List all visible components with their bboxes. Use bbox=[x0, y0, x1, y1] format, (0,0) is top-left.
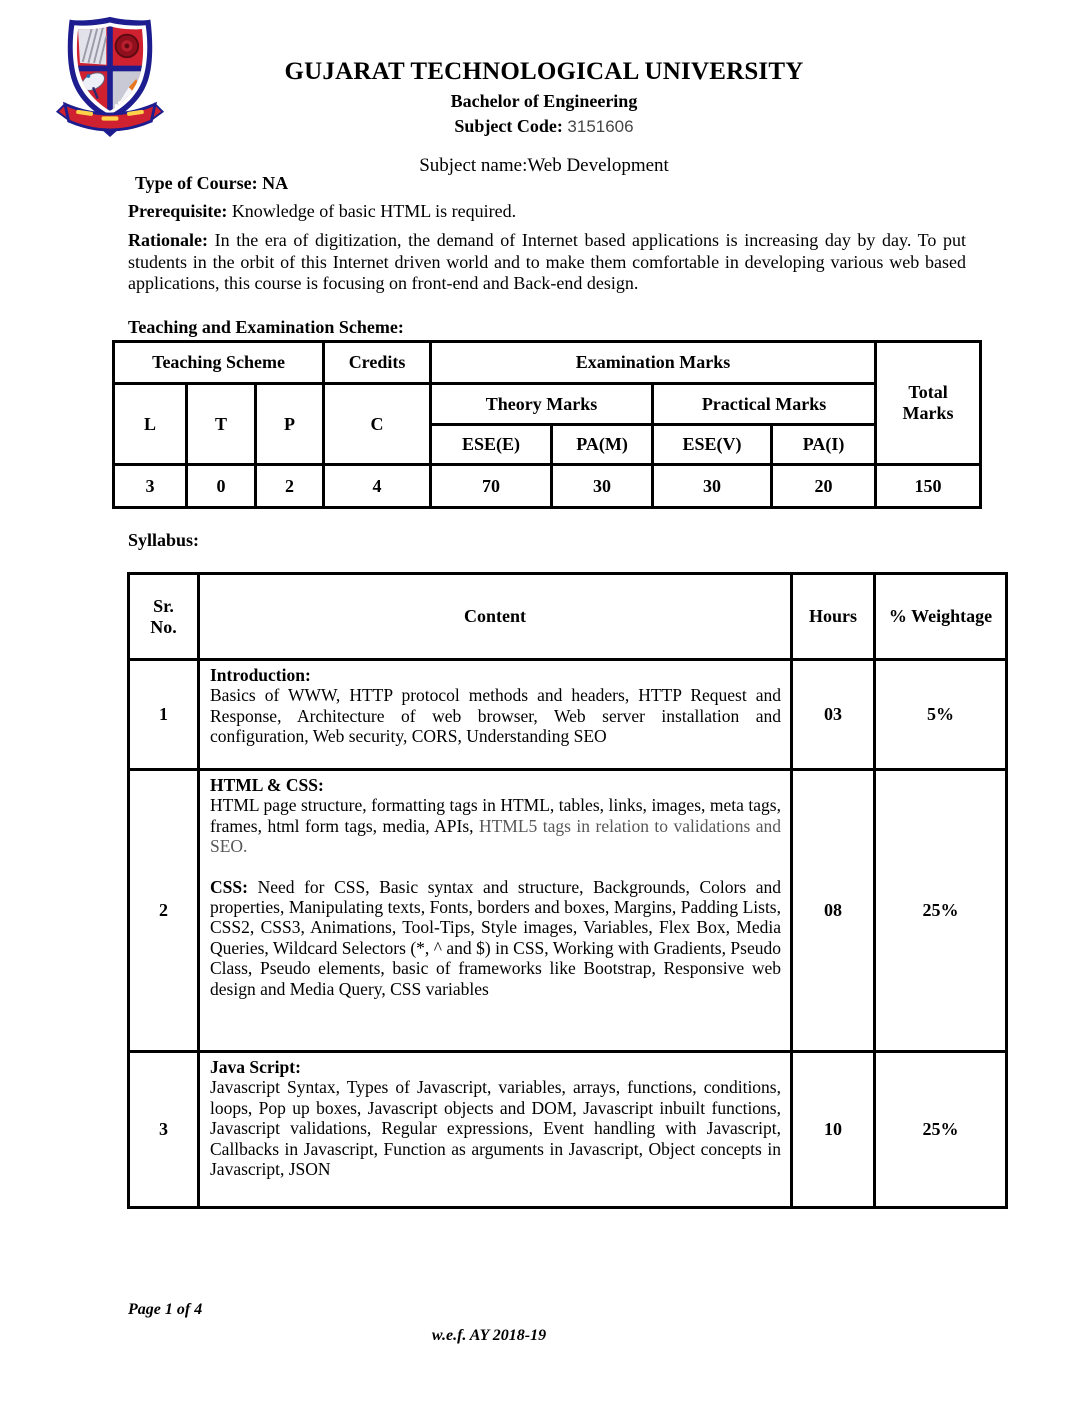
header-ese-v: ESE(V) bbox=[653, 425, 772, 465]
prerequisite-text: Knowledge of basic HTML is required. bbox=[231, 201, 517, 221]
row-weightage: 25% bbox=[875, 1052, 1007, 1208]
header-l: L bbox=[114, 384, 187, 465]
value-p: 2 bbox=[256, 465, 324, 508]
header-examination-marks: Examination Marks bbox=[431, 342, 876, 384]
row-hours: 08 bbox=[792, 770, 875, 1052]
value-ese-v: 30 bbox=[653, 465, 772, 508]
header-teaching-scheme: Teaching Scheme bbox=[114, 342, 324, 384]
value-c: 4 bbox=[324, 465, 431, 508]
page-number: Page 1 of 4 bbox=[128, 1301, 203, 1318]
header-t: T bbox=[187, 384, 256, 465]
exam-scheme-table bbox=[112, 340, 982, 509]
row-hours: 03 bbox=[792, 660, 875, 770]
syllabus-header-weightage: % Weightage bbox=[875, 574, 1007, 660]
prerequisite-paragraph bbox=[128, 201, 964, 222]
header-ese-e: ESE(E) bbox=[431, 425, 552, 465]
subject-code-label: Subject Code: bbox=[454, 116, 563, 136]
type-of-course-label: Type of Course: bbox=[135, 173, 258, 193]
rationale-text: In the era of digitization, the demand of Internet based applications is increasing day by day. To put students in the orbit of this Internet driven world and to make them comfortable in developing various web based applications, this course is focusing on front-end and Back-end design. bbox=[128, 230, 966, 293]
subject-code-line bbox=[0, 116, 1088, 137]
effective-date: w.e.f. AY 2018-19 bbox=[431, 1327, 547, 1344]
degree-title: Bachelor of Engineering bbox=[450, 91, 638, 111]
exam-scheme-title: Teaching and Examination Scheme: bbox=[128, 317, 404, 337]
value-l: 3 bbox=[114, 465, 187, 508]
exam-values-row bbox=[114, 465, 981, 508]
css-label: CSS: bbox=[210, 876, 248, 897]
header-total-marks: Total Marks bbox=[876, 342, 981, 465]
syllabus-header-content: Content bbox=[199, 574, 792, 660]
content-heading: Java Script: bbox=[210, 1057, 301, 1077]
university-title: GUJARAT TECHNOLOGICAL UNIVERSITY bbox=[284, 58, 804, 85]
value-pa-i: 20 bbox=[772, 465, 876, 508]
content-body-html bbox=[210, 795, 781, 856]
row-hours: 10 bbox=[792, 1052, 875, 1208]
header-theory-marks: Theory Marks bbox=[431, 384, 653, 425]
row-weightage: 5% bbox=[875, 660, 1007, 770]
html5-topics: HTML5 tags in relation to validations and SEO. bbox=[210, 815, 781, 857]
row-weightage: 25% bbox=[875, 770, 1007, 1052]
content-body: Javascript Syntax, Types of Javascript, variables, arrays, functions, conditions, loops, Pop up boxes, Javascript objects and DOM, Javascript inbuilt functions, Javascript validations, Regular expressions, Event handling with Javascript, Callbacks in Javascript, Function as arguments in Javascript, Object concepts in Javascript, JSON bbox=[210, 1077, 781, 1180]
syllabus-row-html-css bbox=[129, 770, 1007, 1052]
row-content bbox=[199, 770, 792, 1052]
value-ese-e: 70 bbox=[431, 465, 552, 508]
value-t: 0 bbox=[187, 465, 256, 508]
header-practical-marks: Practical Marks bbox=[653, 384, 876, 425]
syllabus-row-introduction bbox=[129, 660, 1007, 770]
row-content bbox=[199, 660, 792, 770]
header-c: C bbox=[324, 384, 431, 465]
syllabus-row-javascript bbox=[129, 1052, 1007, 1208]
content-body-css bbox=[210, 877, 781, 999]
type-of-course-value: NA bbox=[262, 173, 289, 193]
rationale-paragraph bbox=[128, 230, 966, 295]
row-content bbox=[199, 1052, 792, 1208]
row-sr: 2 bbox=[129, 770, 199, 1052]
rationale-label: Rationale: bbox=[128, 230, 208, 250]
content-heading: Introduction: bbox=[210, 665, 311, 685]
html-topics: HTML page structure, formatting tags in HTML, tables, links, images, meta tags, frames, html form tags, media, APIs, bbox=[210, 795, 781, 836]
css-topics: Need for CSS, Basic syntax and structure, Backgrounds, Colors and properties, Manipulating texts, Fonts, borders and boxes, Margins, Padding Lists, CSS2, CSS3, Animations, Tool-Tips, Style images, Variables, Flex Box, Media Queries, Wildcard Selectors (*, ^ and $) in CSS, Working with Gradients, Pseudo Class, Pseudo elements, basic of frameworks like Bootstrap, Responsive web design and Media Query, CSS variables bbox=[210, 876, 782, 999]
syllabus-header-sr-no: Sr. No. bbox=[129, 574, 199, 660]
header-pa-m: PA(M) bbox=[552, 425, 653, 465]
syllabus-header-hours: Hours bbox=[792, 574, 875, 660]
value-pa-m: 30 bbox=[552, 465, 653, 508]
content-body: Basics of WWW, HTTP protocol methods and headers, HTTP Request and Response, Architecture of web browser, Web server installation and configuration, Web security, CORS, Understanding SEO bbox=[210, 685, 781, 747]
header-p: P bbox=[256, 384, 324, 465]
value-total: 150 bbox=[876, 465, 981, 508]
subject-name: Subject name:Web Development bbox=[419, 155, 669, 176]
prerequisite-label: Prerequisite: bbox=[128, 201, 228, 221]
subject-code-value: 3151606 bbox=[567, 117, 634, 136]
title-block bbox=[0, 58, 1088, 137]
header-pa-i: PA(I) bbox=[772, 425, 876, 465]
type-of-course bbox=[135, 173, 288, 194]
header-credits: Credits bbox=[324, 342, 431, 384]
gear-emblem bbox=[116, 35, 139, 58]
syllabus-title: Syllabus: bbox=[128, 530, 200, 550]
row-sr: 3 bbox=[129, 1052, 199, 1208]
content-heading: HTML & CSS: bbox=[210, 775, 324, 795]
syllabus-table bbox=[127, 572, 1008, 1209]
row-sr: 1 bbox=[129, 660, 199, 770]
